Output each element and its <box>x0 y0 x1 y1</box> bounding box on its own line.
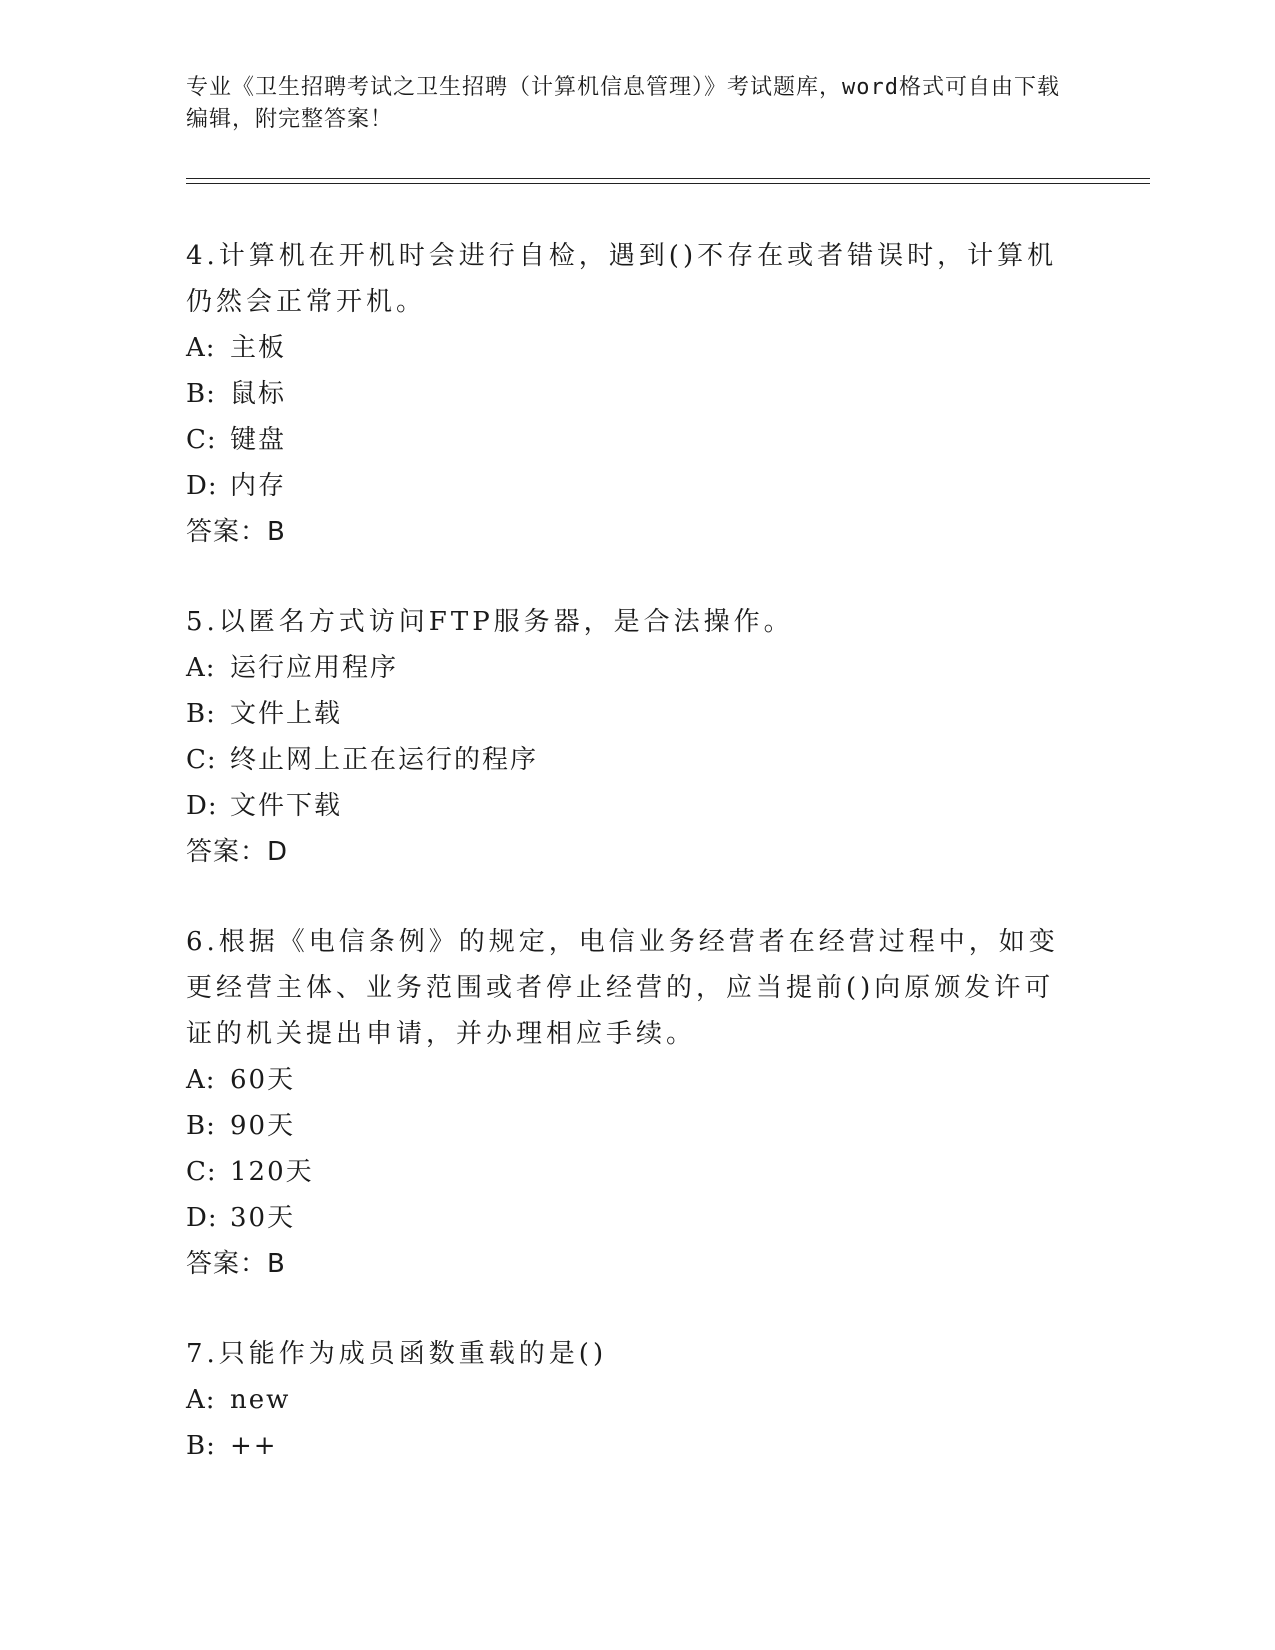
question-stem: 7.只能作为成员函数重载的是() <box>186 1339 608 1369</box>
question-list <box>186 233 1066 1513</box>
option-text: 内存 <box>230 471 287 501</box>
option-b <box>186 691 1066 737</box>
option-a <box>186 1377 1066 1423</box>
option-c <box>186 1149 1066 1195</box>
option-text: 主板 <box>230 333 287 363</box>
option-label: C: <box>186 745 217 775</box>
answer-line: 答案：B <box>186 1249 286 1279</box>
header-rule-bottom <box>186 183 1150 184</box>
option-b <box>186 1103 1066 1149</box>
option-text: 120天 <box>230 1157 314 1187</box>
option-a <box>186 1057 1066 1103</box>
header-rule-top <box>186 178 1150 179</box>
option-c <box>186 417 1066 463</box>
option-text: 90天 <box>230 1111 296 1141</box>
option-label: D: <box>186 1203 218 1233</box>
question-item <box>186 233 1066 555</box>
question-item <box>186 599 1066 875</box>
option-text: 文件下载 <box>230 791 343 821</box>
option-text: 运行应用程序 <box>230 653 399 683</box>
document-header: 专业《卫生招聘考试之卫生招聘（计算机信息管理）》考试题库，word格式可自由下载编辑，附完整答案！ <box>186 75 1060 132</box>
option-label: A: <box>186 333 216 363</box>
answer-line: 答案：D <box>186 837 289 867</box>
question-stem: 4.计算机在开机时会进行自检，遇到()不存在或者错误时，计算机仍然会正常开机。 <box>186 241 1058 317</box>
option-text: 鼠标 <box>230 379 287 409</box>
option-text: 文件上载 <box>230 699 343 729</box>
option-b <box>186 1423 1066 1469</box>
option-label: B: <box>186 1111 216 1141</box>
option-text: 终止网上正在运行的程序 <box>230 745 539 775</box>
option-b <box>186 371 1066 417</box>
option-label: C: <box>186 1157 217 1187</box>
option-label: D: <box>186 791 218 821</box>
option-label: B: <box>186 699 216 729</box>
option-text: 30天 <box>230 1203 296 1233</box>
question-stem: 6.根据《电信条例》的规定，电信业务经营者在经营过程中，如变更经营主体、业务范围或者停止经营的，应当提前()向原颁发许可证的机关提出申请，并办理相应手续。 <box>186 927 1059 1049</box>
option-label: D: <box>186 471 218 501</box>
option-label: A: <box>186 1385 216 1415</box>
option-c <box>186 737 1066 783</box>
option-text: ++ <box>230 1431 278 1461</box>
option-text: 键盘 <box>230 425 287 455</box>
option-d <box>186 463 1066 509</box>
question-item <box>186 919 1066 1287</box>
option-a <box>186 645 1066 691</box>
option-label: A: <box>186 1065 216 1095</box>
question-item <box>186 1331 1066 1469</box>
option-d <box>186 783 1066 829</box>
option-text: 60天 <box>230 1065 296 1095</box>
option-label: C: <box>186 425 217 455</box>
option-label: B: <box>186 379 216 409</box>
option-label: B: <box>186 1431 216 1461</box>
question-stem: 5.以匿名方式访问FTP服务器，是合法操作。 <box>186 607 794 637</box>
answer-line: 答案：B <box>186 517 286 547</box>
option-text: new <box>230 1385 291 1415</box>
option-d <box>186 1195 1066 1241</box>
option-a <box>186 325 1066 371</box>
option-label: A: <box>186 653 216 683</box>
